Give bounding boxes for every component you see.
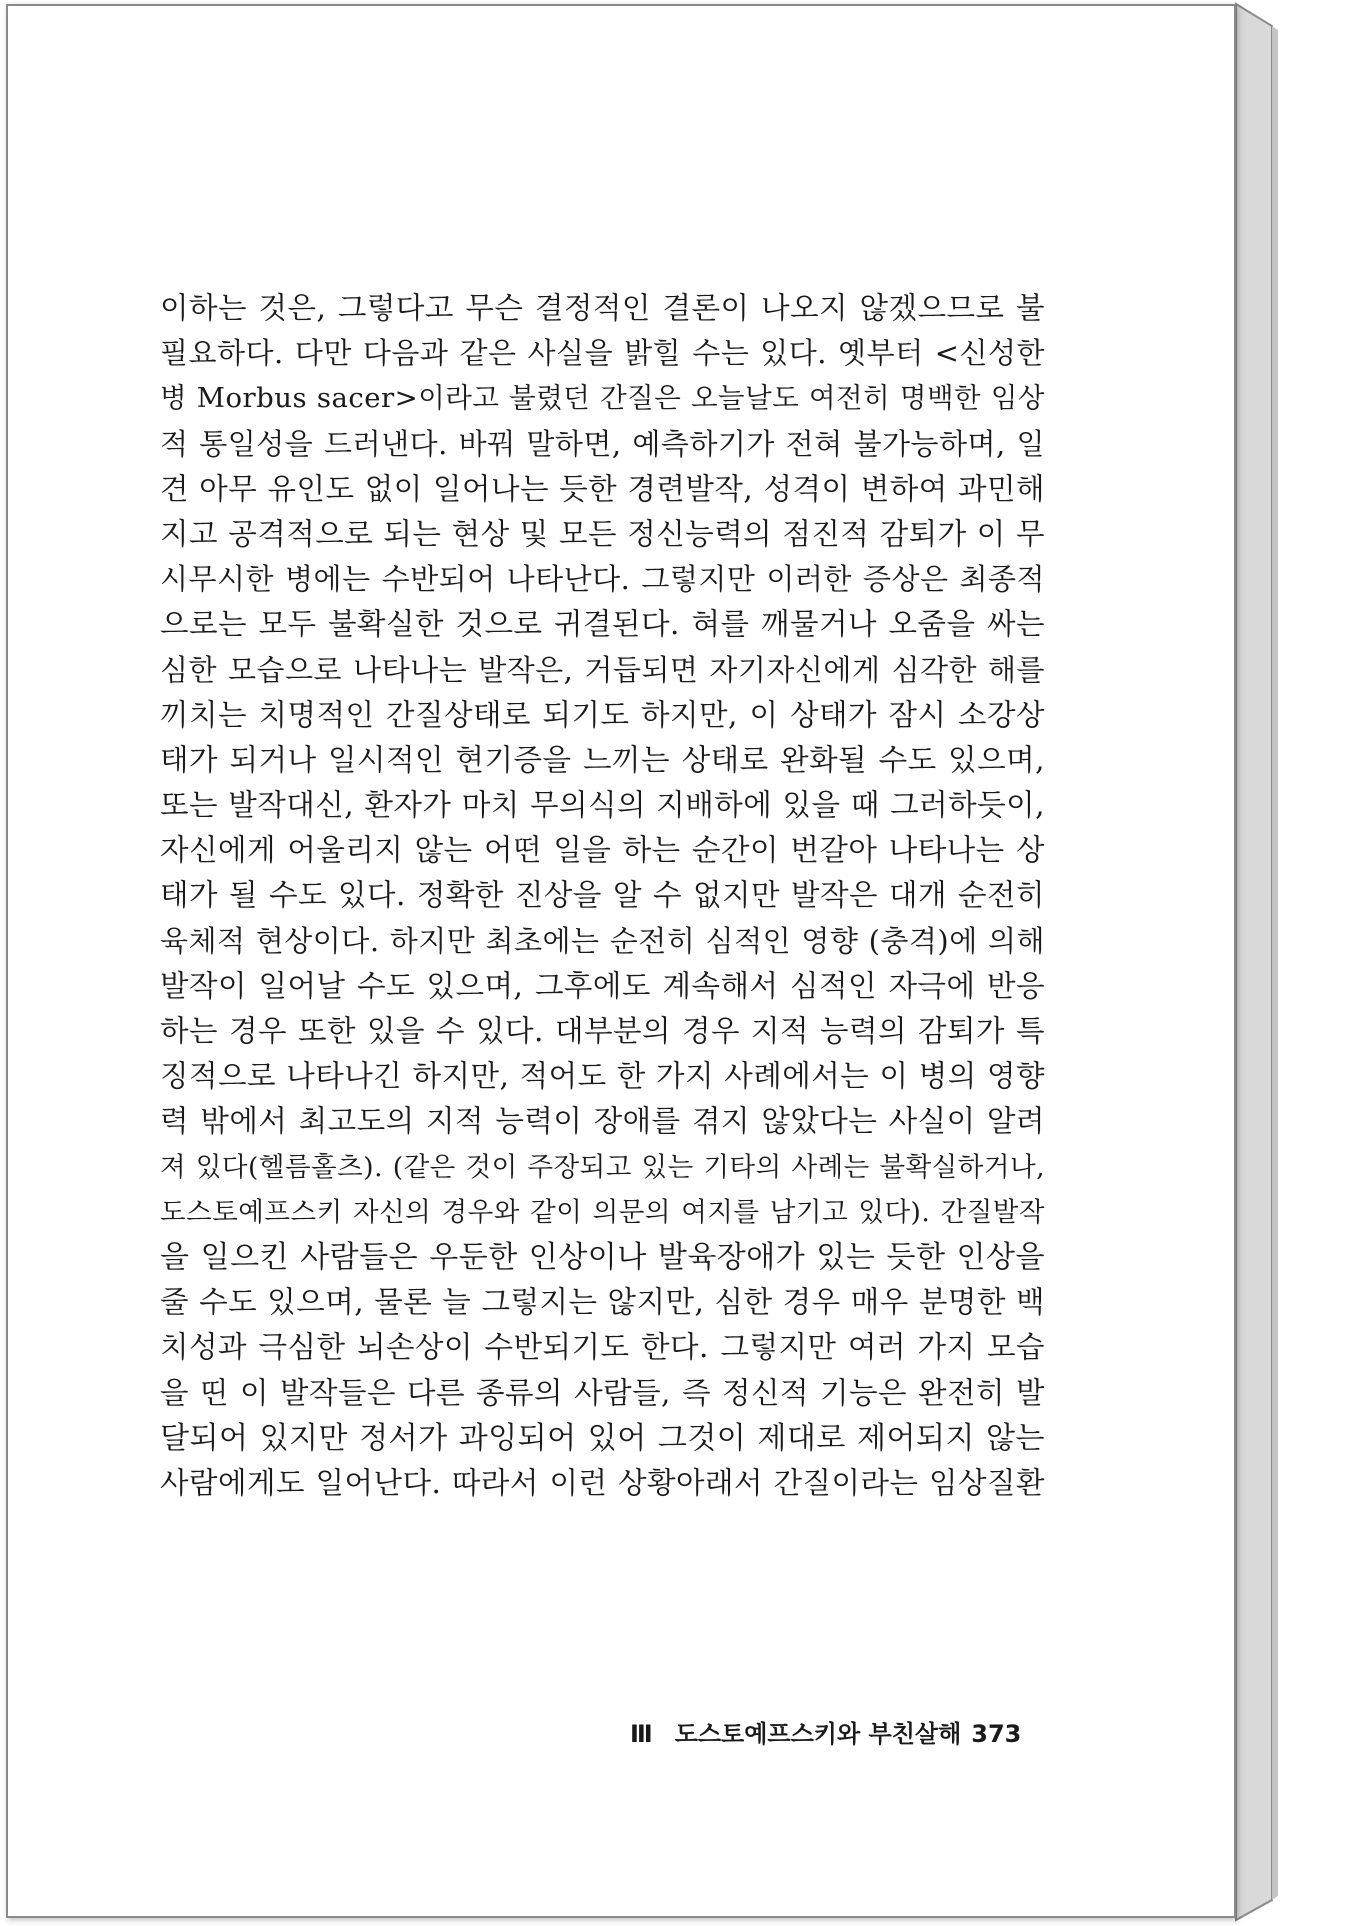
text-line: 줄 수도 있으며, 물론 늘 그렇지는 않지만, 심한 경우 매우 분명한 백 <box>160 1285 1045 1320</box>
body-text <box>160 286 1045 1506</box>
running-footer <box>630 1714 1022 1749</box>
text-line: 력 밖에서 최고도의 지적 능력이 장애를 겪지 않았다는 사실이 알려 <box>160 1104 1045 1139</box>
text-line: 태가 되거나 일시적인 현기증을 느끼는 상태로 완화될 수도 있으며, <box>160 742 1045 777</box>
text-line: 견 아무 유인도 없이 일어나는 듯한 경련발작, 성격이 변하여 과민해 <box>160 471 1045 506</box>
text-line: 지고 공격적으로 되는 현상 및 모든 정신능력의 점진적 감퇴가 이 무 <box>160 516 1045 551</box>
text-line: 징적으로 나타나긴 하지만, 적어도 한 가지 사례에서는 이 병의 영향 <box>160 1059 1045 1094</box>
text-line: 필요하다. 다만 다음과 같은 사실을 밝힐 수는 있다. 옛부터 <신성한 <box>160 336 1045 371</box>
chapter-title: 도스토예프스키와 부친살해 <box>674 1720 962 1748</box>
text-line: 져 있다(헬름홀츠). (같은 것이 주장되고 있는 기타의 사례는 불확실하거나, <box>160 1151 1045 1183</box>
text-line: 이하는 것은, 그렇다고 무슨 결정적인 결론이 나오지 않겠으므로 불 <box>160 291 1045 325</box>
text-line: 병 Morbus sacer>이라고 불렸던 간질은 오늘날도 여전히 명백한 임상 <box>160 382 1045 415</box>
chapter-number: Ⅲ <box>630 1720 653 1748</box>
text-line: 자신에게 어울리지 않는 어떤 일을 하는 순간이 번갈아 나타나는 상 <box>160 833 1045 868</box>
text-line: 적 통일성을 드러낸다. 바꿔 말하면, 예측하기가 전혀 불가능하며, 일 <box>160 426 1045 461</box>
text-line: 태가 될 수도 있다. 정확한 진상을 알 수 없지만 발작은 대개 순전히 <box>160 878 1045 913</box>
text-line: 하는 경우 또한 있을 수 있다. 대부분의 경우 지적 능력의 감퇴가 특 <box>160 1014 1045 1048</box>
text-line: 사람에게도 일어난다. 따라서 이런 상황아래서 간질이라는 임상질환 <box>160 1465 1045 1500</box>
text-line: 달되어 있지만 정서가 과잉되어 있어 그것이 제대로 제어되지 않는 <box>160 1420 1045 1456</box>
text-line: 또는 발작대신, 환자가 마치 무의식의 지배하에 있을 때 그러하듯이, <box>160 788 1045 823</box>
page-stack-edge <box>1228 0 1338 1926</box>
text-line: 을 일으킨 사람들은 우둔한 인상이나 발육장애가 있는 듯한 인상을 <box>160 1239 1045 1275</box>
text-line: 심한 모습으로 나타나는 발작은, 거듭되면 자기자신에게 심각한 해를 <box>160 652 1045 687</box>
text-line: 을 띤 이 발작들은 다른 종류의 사람들, 즉 정신적 기능은 완전히 발 <box>160 1375 1045 1410</box>
text-line: 육체적 현상이다. 하지만 최초에는 순전히 심적인 영향 (충격)에 의해 <box>160 923 1045 958</box>
text-line: 발작이 일어날 수도 있으며, 그후에도 계속해서 심적인 자극에 반응 <box>160 968 1045 1003</box>
text-line: 치성과 극심한 뇌손상이 수반되기도 한다. 그렇지만 여러 가지 모습 <box>160 1330 1045 1365</box>
text-line: 끼치는 치명적인 간질상태로 되기도 하지만, 이 상태가 잠시 소강상 <box>160 697 1045 732</box>
text-line: 도스토예프스키 자신의 경우와 같이 의문의 여지를 남기고 있다). 간질발작 <box>160 1196 1045 1228</box>
text-line: 으로는 모두 불확실한 것으로 귀결된다. 혀를 깨물거나 오줌을 싸는 <box>160 607 1045 642</box>
page-number: 373 <box>971 1720 1022 1748</box>
text-line: 시무시한 병에는 수반되어 나타난다. 그렇지만 이러한 증상은 최종적 <box>160 562 1045 597</box>
